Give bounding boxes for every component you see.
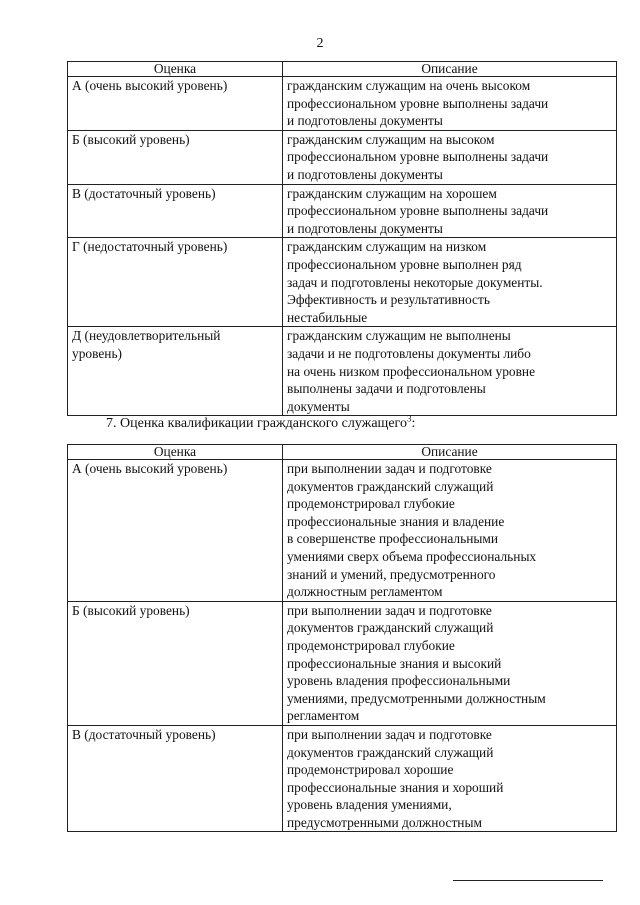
description-cell <box>283 184 617 238</box>
table-row <box>68 130 617 184</box>
table-row <box>68 601 617 725</box>
table-row <box>68 184 617 238</box>
description-text: гражданским служащим не выполнены задачи и не подготовлены документы либо на очень низком профессиональном уровне выполнены задачи и подготовлены документы <box>287 328 536 414</box>
grade-text: Г (недостаточный уровень) <box>72 239 228 255</box>
grade-text: В (достаточный уровень) <box>72 726 216 742</box>
description-cell <box>283 130 617 184</box>
footnote-mark: 3 <box>406 413 412 424</box>
grade-cell <box>68 238 283 327</box>
grade-table-performance <box>67 61 617 416</box>
table-row <box>68 77 617 131</box>
table-row <box>68 327 617 416</box>
description-cell <box>283 327 617 416</box>
grade-cell <box>68 725 283 832</box>
header-grade: Оценка <box>68 62 283 77</box>
grade-text: А (очень высокий уровень) <box>72 78 228 93</box>
table-row <box>68 725 617 832</box>
table-header-row <box>68 445 617 460</box>
grade-text: Б (высокий уровень) <box>72 131 190 147</box>
grade-cell <box>68 77 283 131</box>
section-heading-text: 7. Оценка квалификации гражданского служащего <box>106 416 407 431</box>
description-text: гражданским служащим на низком профессиональном уровне выполнен ряд задач и подготовлены некоторые документы. Эффективность и результативность нестабильные <box>287 239 543 325</box>
description-text: при выполнении задач и подготовке документов гражданский служащий продемонстрировал глубокие профессиональные знания и высокий уровень владения профессиональными умениями, предусмотренными должностным регламентом <box>287 602 546 724</box>
grade-text: Д (неудовлетворительный уровень) <box>72 328 221 361</box>
table-row <box>68 238 617 327</box>
description-text: гражданским служащим на очень высоком профессиональном уровне выполнены задачи и подготовлены документы <box>287 78 549 129</box>
grade-cell <box>68 130 283 184</box>
grade-cell <box>68 601 283 725</box>
grade-table-qualification <box>67 444 617 832</box>
table-header-row <box>68 62 617 77</box>
section-heading-suffix: : <box>411 416 416 431</box>
grade-text: Б (высокий уровень) <box>72 602 190 618</box>
header-description: Описание <box>283 62 617 77</box>
grade-cell <box>68 460 283 602</box>
description-text: при выполнении задач и подготовке документов гражданский служащий продемонстрировал хорошие профессиональные знания и хороший уровень владения умениями, предусмотренными должностным <box>287 726 504 830</box>
description-text: гражданским служащим на хорошем профессиональном уровне выполнены задачи и подготовлены документы <box>287 185 549 236</box>
description-text: при выполнении задач и подготовке документов гражданский служащий продемонстрировал глубокие профессиональные знания и владение в совершенстве профессиональными умениями сверх объема профессиональных знаний и умений, предусмотренного должностным регламентом <box>287 461 537 600</box>
header-description: Описание <box>283 445 617 460</box>
section-heading <box>106 413 416 432</box>
grade-text: В (достаточный уровень) <box>72 185 216 201</box>
page-number: 2 <box>316 36 324 51</box>
footnote-separator <box>453 880 603 881</box>
description-cell <box>283 601 617 725</box>
description-cell <box>283 460 617 602</box>
grade-cell <box>68 327 283 416</box>
header-grade: Оценка <box>68 445 283 460</box>
description-text: гражданским служащим на высоком профессиональном уровне выполнены задачи и подготовлены документы <box>287 131 549 182</box>
grade-cell <box>68 184 283 238</box>
grade-text: А (очень высокий уровень) <box>72 461 228 476</box>
description-cell <box>283 77 617 131</box>
description-cell <box>283 725 617 832</box>
table-row <box>68 460 617 602</box>
description-cell <box>283 238 617 327</box>
